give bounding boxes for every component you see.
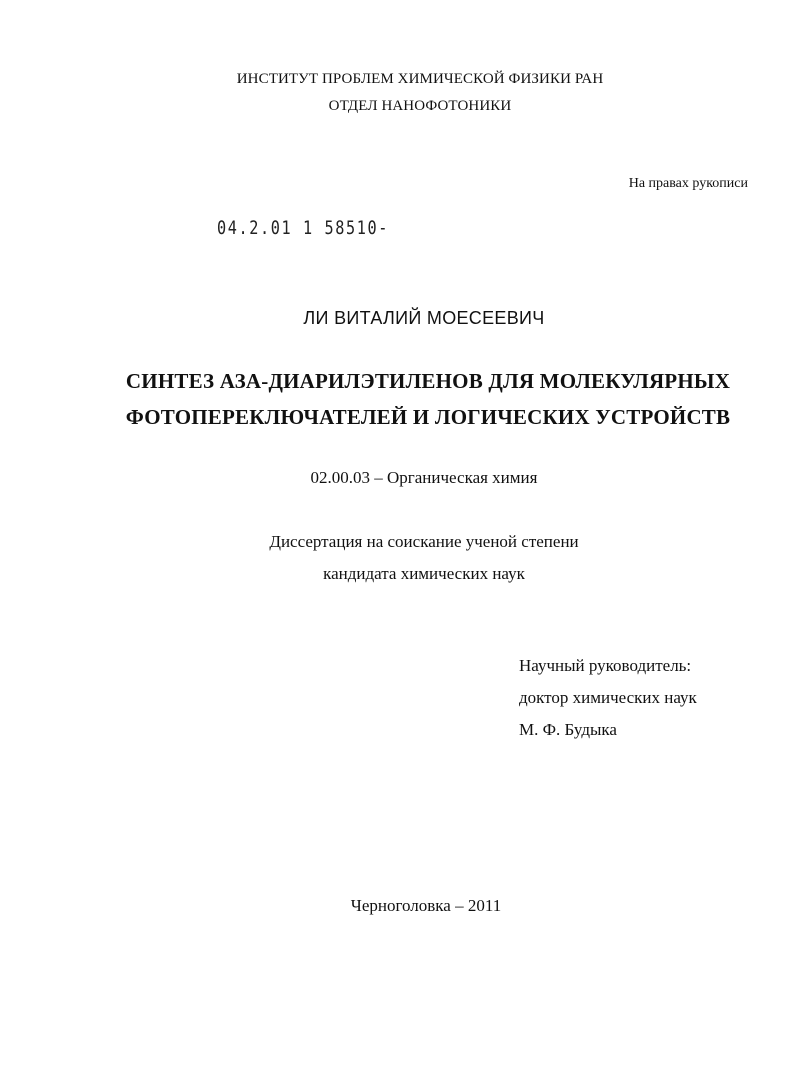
dissertation-title-line-1: СИНТЕЗ АЗА-ДИАРИЛЭТИЛЕНОВ ДЛЯ МОЛЕКУЛЯРНЫХ — [125, 369, 731, 393]
advisor-name: М. Ф. Будыка — [519, 720, 617, 739]
author-name: ЛИ ВИТАЛИЙ МОЕСЕЕВИЧ — [303, 308, 545, 328]
degree-line-1: Диссертация на соискание ученой степени — [269, 532, 579, 551]
rights-note: На правах рукописи — [628, 176, 748, 191]
institute-line: ИНСТИТУТ ПРОБЛЕМ ХИМИЧЕСКОЙ ФИЗИКИ РАН — [236, 71, 604, 87]
department-line: ОТДЕЛ НАНОФОТОНИКИ — [328, 98, 512, 114]
place-year: Черноголовка – 2011 — [350, 896, 502, 915]
archive-stamp: 04.2.01 1 58510- — [217, 217, 390, 239]
dissertation-title-line-2: ФОТОПЕРЕКЛЮЧАТЕЛЕЙ И ЛОГИЧЕСКИХ УСТРОЙСТВ — [125, 405, 731, 429]
degree-line-2: кандидата химических наук — [323, 564, 525, 583]
advisor-degree: доктор химических наук — [519, 688, 697, 707]
advisor-label: Научный руководитель: — [519, 656, 692, 675]
specialty-code: 02.00.03 – Органическая химия — [310, 468, 538, 487]
